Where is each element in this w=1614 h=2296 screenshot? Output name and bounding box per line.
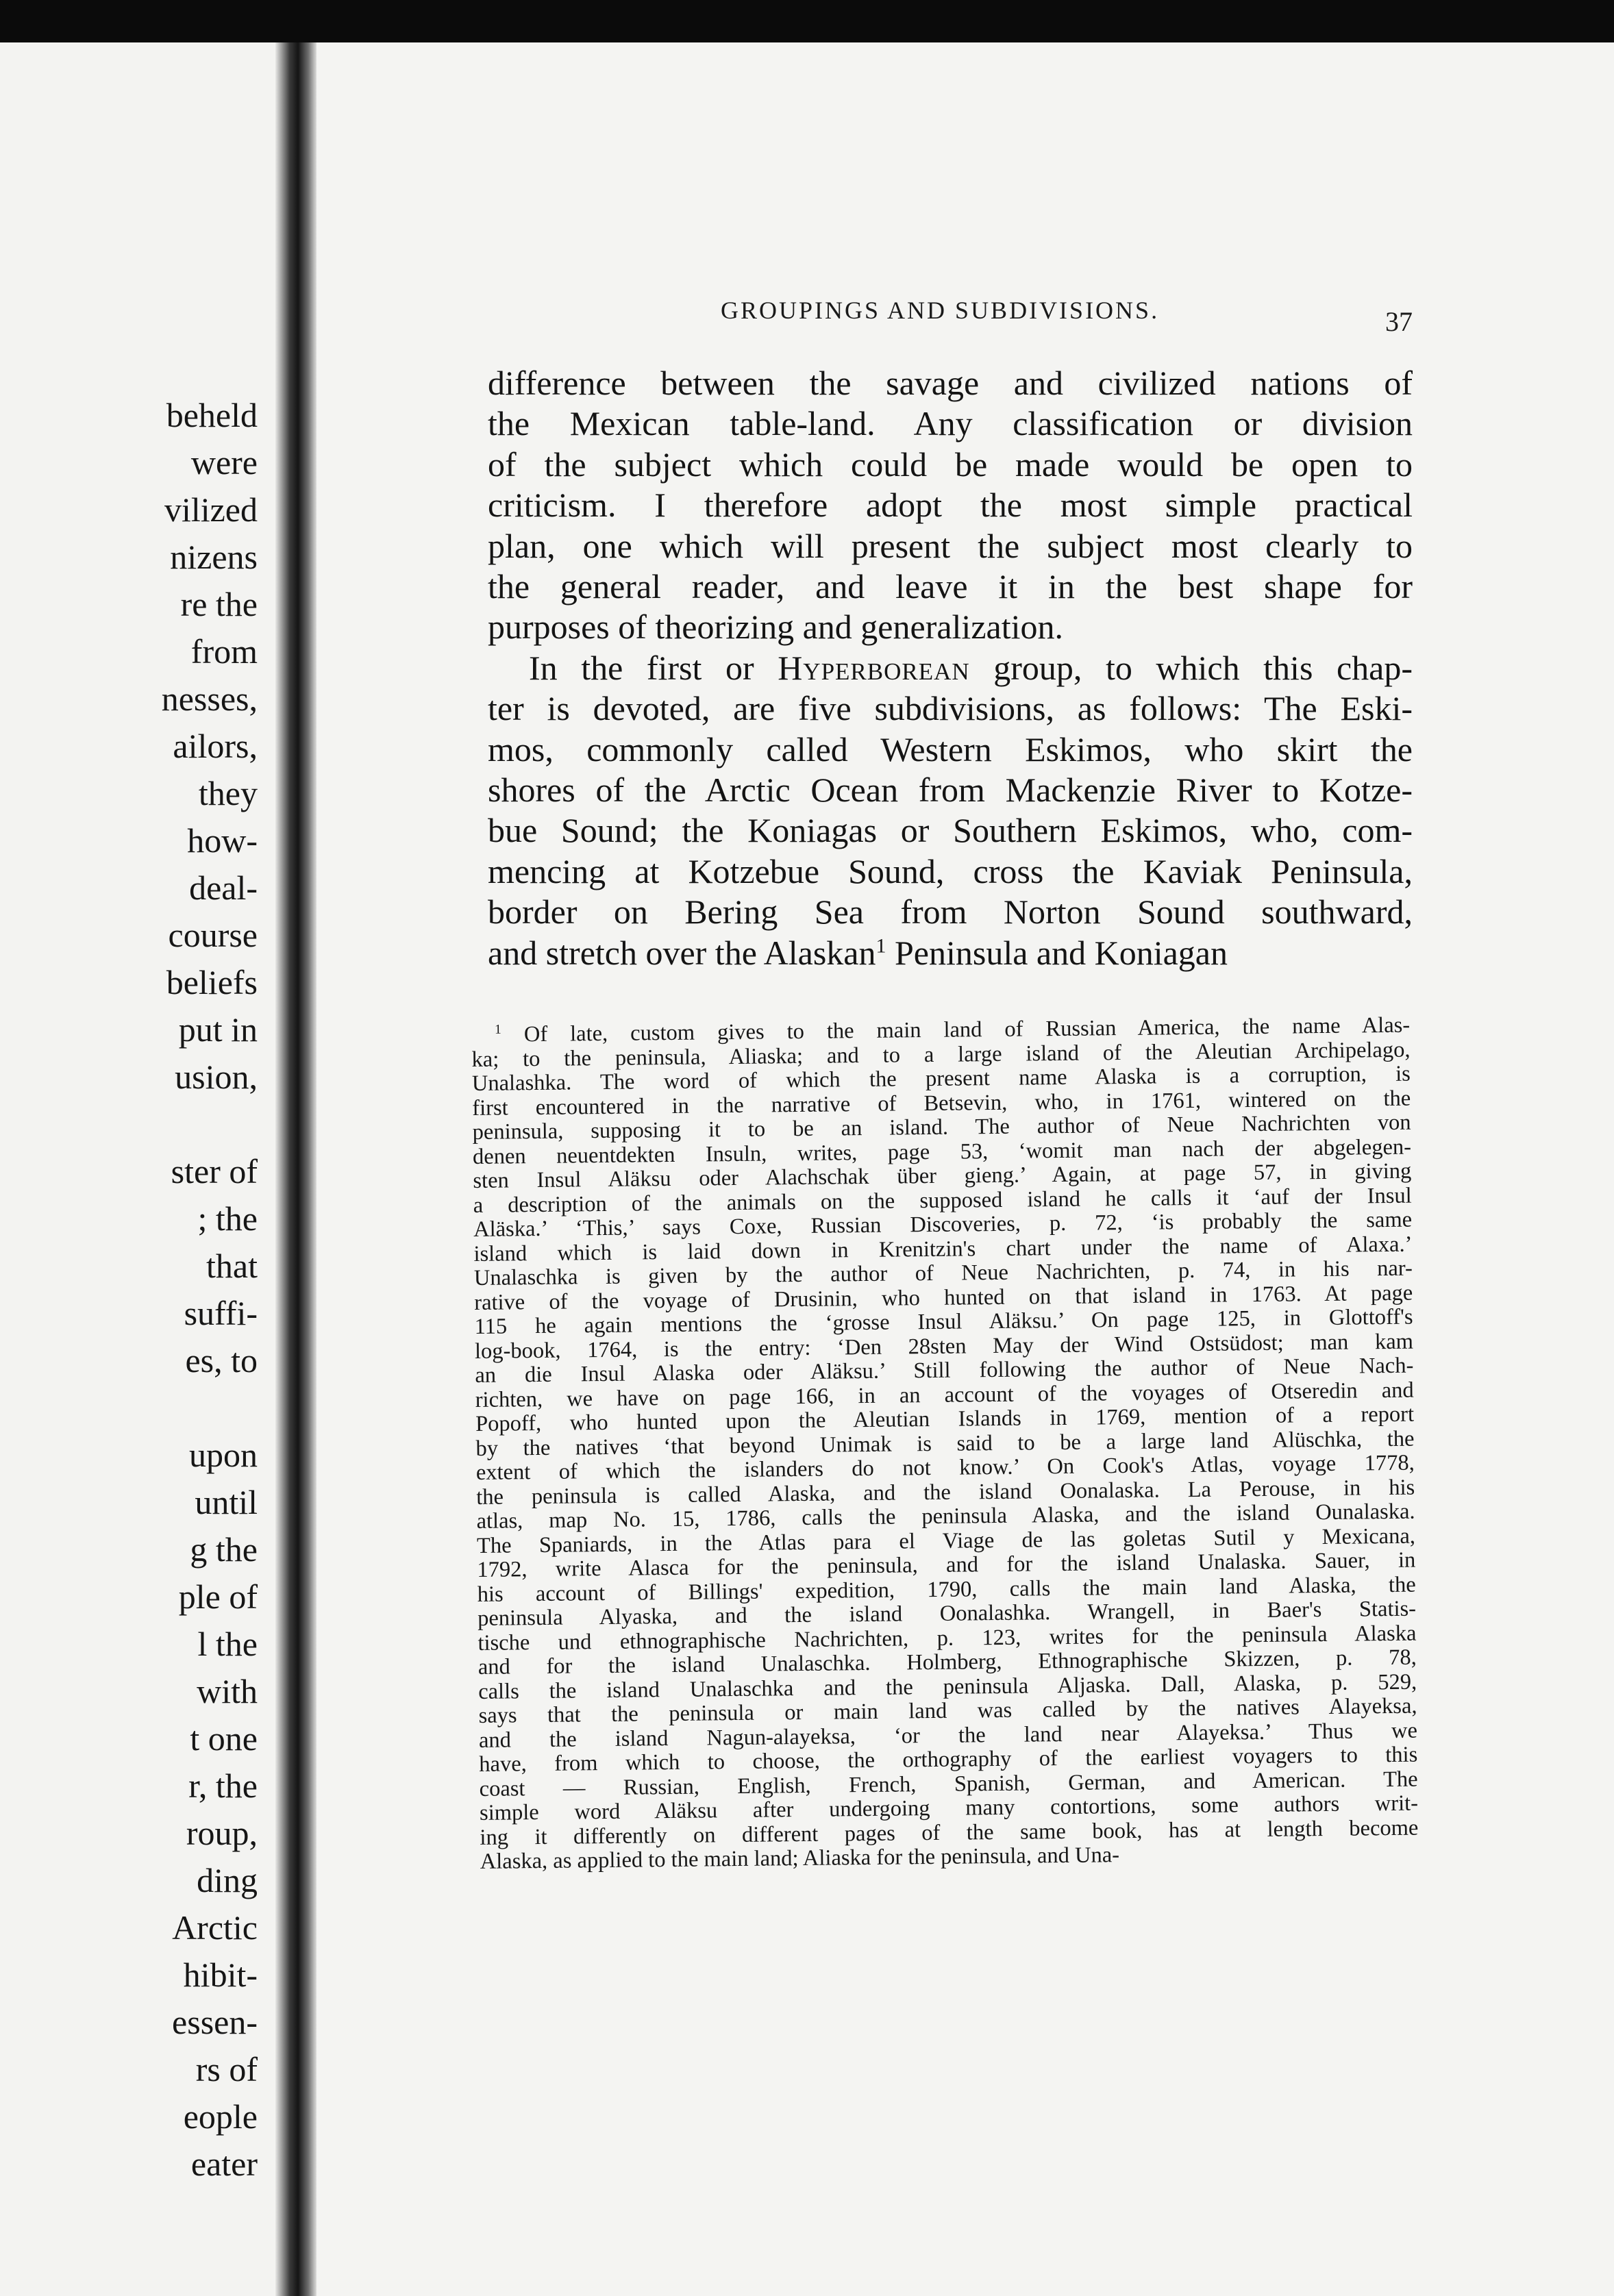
left-page-line: eater bbox=[190, 2145, 258, 2183]
left-page-line: re the bbox=[180, 585, 258, 623]
footnote-text: his account of Billings' expedition, 1790, calls the main land Alaska, the bbox=[477, 1572, 1416, 1607]
left-page-line: beliefs bbox=[166, 963, 258, 1001]
footnote-text: peninsula, supposing it to be an island. The author of Neue Nachrichten von bbox=[472, 1110, 1411, 1145]
footnote-text: tische und ethnographische Nachrichten, p. 123, writes for the peninsula Alaska bbox=[477, 1621, 1417, 1656]
paragraph-2-last-line bbox=[488, 933, 1413, 973]
paragraph-2-line: mencing at Kotzebue Sound, cross the Kaviak Peninsula, bbox=[488, 851, 1413, 890]
left-page-line: es, to bbox=[185, 1341, 258, 1380]
footnote-text: extent of which the islanders do not know.’ On Cook's Atlas, voyage 1778, bbox=[475, 1450, 1415, 1485]
paragraph-1-line: difference between the savage and civilized nations of bbox=[488, 364, 1413, 402]
footnote-text: have, from which to choose, the orthography of the earliest voyagers to this bbox=[479, 1742, 1418, 1777]
left-page-line: usion, bbox=[175, 1058, 258, 1096]
paragraph-2-line: ter is devoted, are five subdivisions, as follows: The Eski- bbox=[488, 689, 1413, 728]
left-page-line: put in bbox=[178, 1010, 258, 1049]
paragraph-2-lines bbox=[488, 688, 1413, 932]
footnote-text: coast — Russian, English, French, Spanish, German, and American. The bbox=[479, 1767, 1418, 1801]
left-page-line: course bbox=[168, 916, 258, 954]
left-page-line: ailors, bbox=[173, 727, 258, 765]
left-page-line: how- bbox=[187, 821, 258, 860]
footnote-text: Unalashka. The word of which the present name Alaska is a corruption, is bbox=[471, 1061, 1411, 1096]
left-page-line: eople bbox=[183, 2097, 258, 2136]
footnote-text: Popoff, who hunted upon the Aleutian Islands in 1769, mention of a report bbox=[475, 1401, 1415, 1436]
left-page-line: t one bbox=[190, 1719, 258, 1758]
footnote-text: island which is laid down in Krenitzin's chart under the name of Alaxa.’ bbox=[473, 1232, 1413, 1266]
footnote bbox=[471, 1014, 1419, 1875]
footnote-text: calls the island Unalaschka and the peninsula Aljaska. Dall, Alaska, p. 529, bbox=[478, 1669, 1417, 1704]
paragraph-1-line: of the subject which could be made would be open to bbox=[488, 445, 1413, 484]
footnote-text: a description of the animals on the supposed island he calls it ‘auf der Insul bbox=[473, 1183, 1412, 1218]
footnote-text: Alaska, as applied to the main land; Aliaska for the peninsula, and Una- bbox=[480, 1843, 1120, 1874]
left-page-line: Arctic bbox=[172, 1908, 258, 1947]
left-page-line: g the bbox=[190, 1530, 258, 1569]
book-gutter bbox=[275, 42, 316, 2296]
footnote-text: 1792, write Alasca for the peninsula, and for the island Unalaska. Sauer, in bbox=[477, 1547, 1416, 1582]
left-page-line: rs of bbox=[195, 2050, 258, 2088]
page-number: 37 bbox=[1385, 306, 1413, 337]
left-page-line: nizens bbox=[170, 538, 258, 576]
body-text bbox=[488, 363, 1413, 973]
paragraph-1-line: the Mexican table-land. Any classification or division bbox=[488, 404, 1413, 443]
footnote-text: 115 he again mentions the ‘grosse Insul Aläksu.’ On page 125, in Glottoff's bbox=[474, 1304, 1413, 1339]
left-page-line: nesses, bbox=[161, 679, 258, 718]
left-page-line: roup, bbox=[186, 1814, 258, 1852]
footnote-text: an die Insul Alaska oder Aläksu.’ Still following the author of Neue Nach- bbox=[475, 1353, 1414, 1388]
left-page-line: ster of bbox=[171, 1152, 258, 1190]
footnote-text: Unalaschka is given by the author of Neue Nachrichten, p. 74, in his nar- bbox=[473, 1256, 1413, 1290]
left-page-line: r, the bbox=[188, 1767, 258, 1805]
left-page-gap bbox=[162, 1384, 258, 1432]
paragraph-1-line: the general reader, and leave it in the best shape for bbox=[488, 567, 1413, 606]
paragraph-2-line: shores of the Arctic Ocean from Mackenzie River to Kotze- bbox=[488, 771, 1413, 810]
paragraph-1-line: purposes of theorizing and generalization. bbox=[488, 608, 1063, 647]
text-span: In the first or bbox=[529, 648, 778, 687]
paragraph-1 bbox=[488, 363, 1413, 648]
paragraph-2-line: border on Bering Sea from Norton Sound southward, bbox=[488, 893, 1413, 932]
group-name-smallcaps: Hyperborean bbox=[778, 648, 970, 687]
left-page-line: until bbox=[195, 1483, 258, 1521]
paragraph-2-line bbox=[488, 648, 1413, 688]
left-page-line: they bbox=[198, 774, 258, 812]
footnote-text: atlas, map No. 15, 1786, calls the peninsula Alaska, and the island Ounalaska. bbox=[476, 1499, 1415, 1534]
paragraph-2 bbox=[488, 648, 1413, 973]
footnote-text: Of late, custom gives to the main land of Russian America, the name Alas- bbox=[523, 1012, 1411, 1047]
footnote-text: rative of the voyage of Drusinin, who hunted on that island in 1763. At page bbox=[474, 1280, 1413, 1315]
left-page-line: l the bbox=[197, 1625, 258, 1663]
footnote-text: first encountered in the narrative of Betsevin, who, in 1761, wintered on the bbox=[472, 1086, 1411, 1121]
footnote-text: richten, we have on page 166, in an account of the voyages of Otseredin and bbox=[475, 1377, 1414, 1412]
footnote-text: Aläska.’ ‘This,’ says Coxe, Russian Discoveries, p. 72, ‘is probably the same bbox=[473, 1207, 1413, 1242]
footnote-text: denen neuentdekten Insuln, writes, page 53, ‘womit man nach der abgelegen- bbox=[472, 1134, 1412, 1169]
footnote-marker: 1 bbox=[494, 1022, 501, 1037]
left-page-line: beheld bbox=[166, 396, 258, 434]
left-page-line: vilized bbox=[164, 490, 258, 529]
text-span: Peninsula and Koniagan bbox=[886, 933, 1228, 972]
footnote-text: says that the peninsula or main land was called by the natives Alayeksa, bbox=[478, 1693, 1417, 1728]
running-head: GROUPINGS AND SUBDIVISIONS. bbox=[721, 297, 1160, 324]
left-facing-page bbox=[0, 42, 275, 2296]
footnote-marker: 1 bbox=[876, 934, 886, 958]
footnote-text: simple word Aläksu after undergoing many contortions, some authors writ- bbox=[479, 1790, 1419, 1825]
paragraph-1-line: plan, one which will present the subject most clearly to bbox=[488, 526, 1413, 565]
footnote-text: log-book, 1764, is the entry: ‘Den 28sten May der Wind Ostsüdost; man kam bbox=[474, 1329, 1414, 1364]
text-span: and stretch over the Alaskan bbox=[488, 933, 876, 972]
left-page-line: ; the bbox=[197, 1199, 258, 1238]
left-page-line: with bbox=[197, 1672, 258, 1710]
left-page-line: suffi- bbox=[184, 1294, 258, 1332]
footnote-text: and for the island Unalaschka. Holmberg, Ethnographische Skizzen, p. 78, bbox=[477, 1645, 1417, 1680]
left-page-line: that bbox=[206, 1247, 258, 1285]
left-page-line: ple of bbox=[178, 1577, 258, 1616]
footnote-text: and the island Nagun-alayeksa, ‘or the land near Alayeksa.’ Thus we bbox=[478, 1718, 1418, 1753]
left-page-line: from bbox=[190, 632, 258, 671]
left-page-line: ding bbox=[197, 1861, 258, 1899]
paragraph-2-line: bue Sound; the Koniagas or Southern Eskimos, who, com- bbox=[488, 811, 1413, 850]
left-page-gap bbox=[162, 1101, 258, 1148]
footnote-text: by the natives ‘that beyond Unimak is said to be a large land Alüschka, the bbox=[475, 1426, 1415, 1461]
footnote-text: ka; to the peninsula, Aliaska; and to a large island of the Aleutian Archipelago, bbox=[471, 1037, 1411, 1072]
left-page-line: upon bbox=[189, 1436, 258, 1474]
text-span: group, to which this chap- bbox=[969, 648, 1413, 687]
left-page-line: deal- bbox=[189, 869, 258, 907]
footnote-text: ing it differently on different pages of the same book, has at length become bbox=[480, 1815, 1419, 1850]
left-page-text-fragments bbox=[162, 392, 258, 2188]
footnote-text: peninsula Alyaska, and the island Oonalashka. Wrangell, in Baer's Statis- bbox=[477, 1596, 1417, 1631]
left-page-line: essen- bbox=[172, 2003, 258, 2041]
footnote-text: The Spaniards, in the Atlas para el Viage de las goletas Sutil y Mexicana, bbox=[476, 1523, 1416, 1558]
footnote-text: sten Insul Aläksu oder Alachschak über gieng.’ Again, at page 57, in giving bbox=[473, 1158, 1412, 1193]
left-page-line: were bbox=[190, 443, 258, 482]
paragraph-1-line: criticism. I therefore adopt the most simple practical bbox=[488, 486, 1413, 525]
left-page-line: hibit- bbox=[183, 1956, 258, 1994]
footnote-text: the peninsula is called Alaska, and the island Oonalaska. La Perouse, in his bbox=[476, 1475, 1415, 1510]
paragraph-2-line: mos, commonly called Western Eskimos, who skirt the bbox=[488, 729, 1413, 769]
